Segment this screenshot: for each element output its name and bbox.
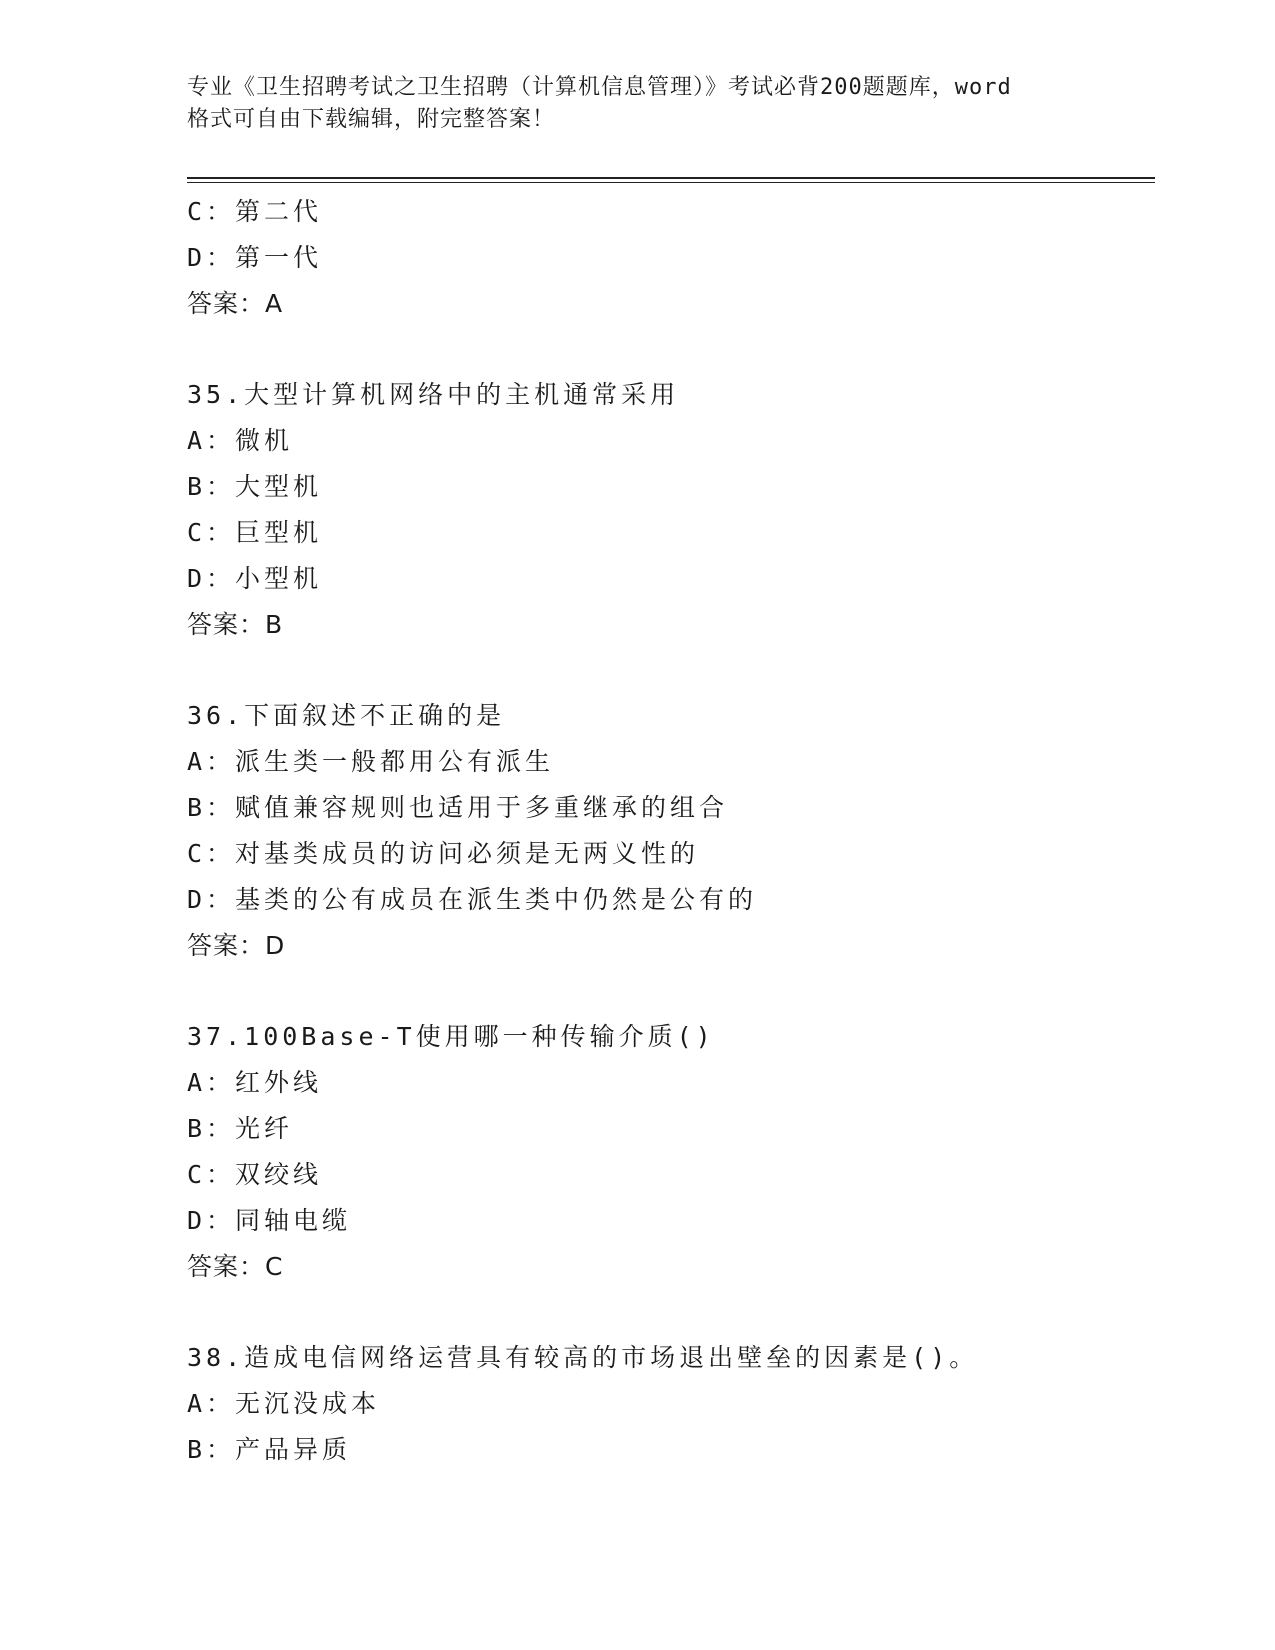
spacer (187, 648, 1155, 693)
option-a: A：红外线 (187, 1068, 323, 1097)
option-c: C：第二代 (187, 197, 323, 226)
option-c: C：巨型机 (187, 518, 323, 547)
header-divider (187, 177, 1155, 183)
spacer (187, 969, 1155, 1014)
option-d: D：小型机 (187, 564, 323, 593)
header-line-2: 格式可自由下载编辑，附完整答案！ (187, 107, 556, 132)
option-d: D：第一代 (187, 243, 323, 272)
option-b: B：大型机 (187, 472, 323, 501)
answer: 答案：B (187, 610, 284, 639)
spacer (187, 1290, 1155, 1335)
option-d: D：同轴电缆 (187, 1206, 352, 1235)
option-b: B：光纤 (187, 1114, 294, 1143)
answer: 答案：D (187, 931, 286, 960)
question-34-continued (187, 189, 1155, 327)
question-38 (187, 1335, 1155, 1473)
option-a: A：无沉没成本 (187, 1389, 381, 1418)
option-c: C：双绞线 (187, 1160, 323, 1189)
answer: 答案：A (187, 289, 284, 318)
option-b: B：赋值兼容规则也适用于多重继承的组合 (187, 793, 729, 822)
question-stem: 36.下面叙述不正确的是 (187, 701, 506, 730)
document-header (187, 72, 1087, 136)
question-stem: 38.造成电信网络运营具有较高的市场退出壁垒的因素是()。 (187, 1343, 979, 1372)
option-b: B：产品异质 (187, 1435, 352, 1464)
question-36 (187, 693, 1155, 969)
option-a: A：派生类一般都用公有派生 (187, 747, 555, 776)
spacer (187, 327, 1155, 372)
header-line-1: 专业《卫生招聘考试之卫生招聘（计算机信息管理）》考试必背200题题库，word (187, 75, 1012, 100)
option-d: D：基类的公有成员在派生类中仍然是公有的 (187, 885, 758, 914)
question-stem: 37.100Base-T使用哪一种传输介质() (187, 1022, 715, 1051)
option-c: C：对基类成员的访问必须是无两义性的 (187, 839, 700, 868)
answer: 答案：C (187, 1252, 284, 1281)
question-35 (187, 372, 1155, 648)
question-37 (187, 1014, 1155, 1290)
question-list (187, 189, 1155, 1473)
question-stem: 35.大型计算机网络中的主机通常采用 (187, 380, 680, 409)
option-a: A：微机 (187, 426, 294, 455)
